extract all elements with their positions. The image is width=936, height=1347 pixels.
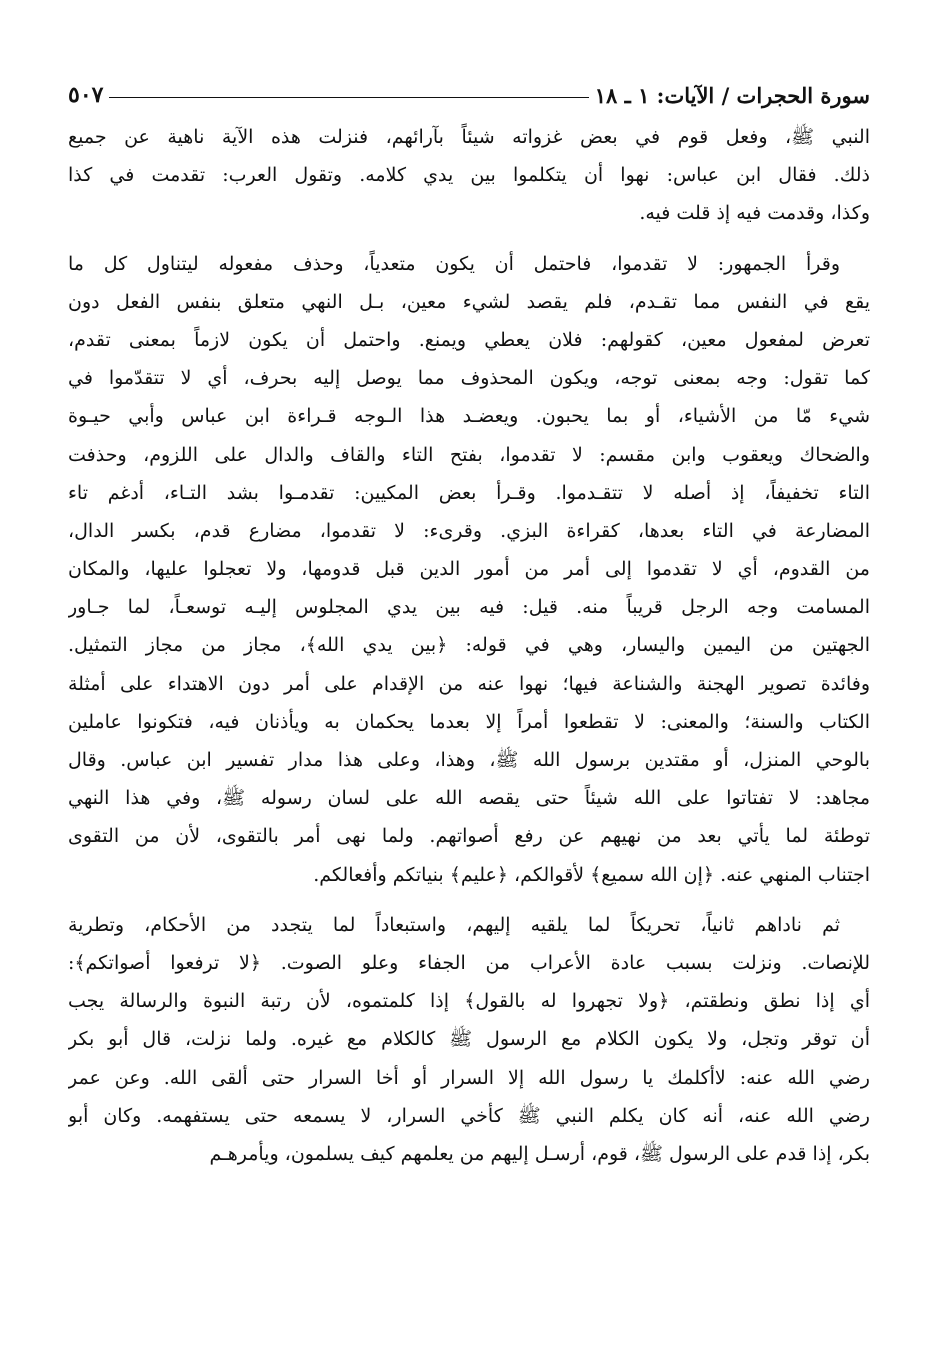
text-line: والضحاك ويعقوب وابن مقسم: لا تقدموا، بفتح التاء والقاف والدال على اللزوم، وحذفت [68,443,870,466]
header-rule [109,97,588,98]
text-line: الكتاب والسنة؛ والمعنى: لا تقطعوا أمراً إلا بعدما يحكمان به ويأذنان فيه، فتكونوا عاملين [68,710,870,733]
text-line: أي إذا نطق ونطقتم، ﴿ولا تجهروا له بالقول﴾ إذا كلمتموه، لأن رتبة النبوة والرسالة يجب [68,990,870,1013]
text-line: بكر، إذا قدم على الرسول ﷺ، قوم، أرسـل إليهم من يعلمهم كيف يسلمون، ويأمرهـم [209,1142,870,1165]
text-line: وفائدة تصوير الهجنة والشناعة فيها؛ نهوا عنه من الإقدام على أمر دون الاهتداء على أمثلة [68,672,870,695]
text-line: شيء مّا من الأشياء، أو بما يحبون. ويعضـد هذا الـوجه قـراءة ابن عباس وأبي حيـوة [68,405,870,428]
text-line: ذلك. فقال ابن عباس: نهوا أن يتكلموا بين يدي كلامه. وتقول العرب: تقدمت في كذا [68,164,870,187]
text-line: وكذا، وقدمت فيه إذ قلت فيه. [639,202,870,225]
text-line: ثم ناداهم ثانياً، تحريكاً لما يلقيه إليهم، واستبعاداً لما يتجدد من الأحكام، وتطرية [68,913,840,936]
text-line: النبي ﷺ، وفعل قوم في بعض غزواته شيئاً بآرائهم، فنزلت هذه الآية ناهية عن جميع [68,126,870,148]
text-line: وقرأ الجمهور: لا تقدموا، فاحتمل أن يكون متعدياً، وحذف مفعوله ليتناول كل ما [68,252,840,275]
paragraph [68,118,870,233]
text-line: رضي الله عنه، أنه كان يكلم النبي ﷺ كأخي السرار، لا يسمعه حتى يستفهمه. وكان أبو [68,1104,870,1127]
page-body [68,118,870,1185]
text-line: أن توقر وتجل، ولا يكون الكلام مع الرسول ﷺ كالكلام مع غيره. ولما نزلت، قال أبو بكر [68,1028,870,1051]
text-line: المضارعة في التاء بعدها، كقراءة البزي. وقرىء: لا تقدموا، مضارع قدم، بكسر الدال، [68,519,870,542]
text-line: يقع في النفس مما تقـدم، فلم يقصد لشيء معين، بـل النهي متعلق بنفس الفعل دون [68,290,870,313]
text-line: المسامت وجه الرجل قريباً منه. قيل: فيه بين يدي المجلوس إليـه توسعـاً، لما جـاور [68,596,870,619]
text-line: من القدوم، أي لا تقدموا إلى أمر من أمور الدين قبل قدومها، ولا تعجلوا عليها، والمكان [68,558,870,581]
text-line: اجتناب المنهي عنه. ﴿إن الله سميع﴾ لأقوالكم، ﴿عليم﴾ بنياتكم وأفعالكم. [313,863,870,886]
text-line: رضي الله عنه: لاأكلمك يا رسول الله إلا السرار أو أخا السرار حتى ألقى الله. وعن عمر [68,1066,870,1089]
text-line: تعرض لمفعول معين، كقولهم: فلان يعطي ويمنع. واحتمل أن يكون لازماً بمعنى تقدم، [68,328,870,351]
text-line: التاء تخفيفاً، إذ أصله لا تتقـدموا. وقـرأ بعض المكيين: تقدمـوا بشد التـاء، أدغم تاء [68,481,870,504]
text-line: توطئة لما يأتي بعد من نهيهم عن رفع أصواتهم. ولما نهى أمر بالتقوى، لأن من التقوى [68,825,870,848]
text-line: كما تقول: وجه بمعنى توجه، ويكون المحذوف مما يوصل إليه بحرف، أي لا تتقدّموا في [68,367,870,390]
running-header [68,78,870,112]
text-line: الجهتين من اليمين واليسار، وهي في قوله: ﴿بين يدي الله﴾، مجاز من مجاز التمثيل. [68,634,870,657]
paragraph [68,906,870,1173]
text-line: بالوحي المنزل، أو مقتدين برسول الله ﷺ، وهذا، وعلى هذا مدار تفسير ابن عباس. وقال [68,749,870,771]
text-line: للإنصات. ونزلت بسبب عادة الأعراب من الجفاء وعلو الصوت. ﴿لا ترفعوا أصواتكم﴾: [68,951,870,974]
surah-title: سورة الحجرات / الآيات: ١ ـ ١٨ [594,82,870,108]
page-number: ٥٠٧ [68,82,104,108]
text-line: مجاهد: لا تفتاتوا على الله شيئاً حتى يقصه الله على لسان رسوله ﷺ، وفي هذا النهي [68,787,870,810]
paragraph [68,245,870,894]
